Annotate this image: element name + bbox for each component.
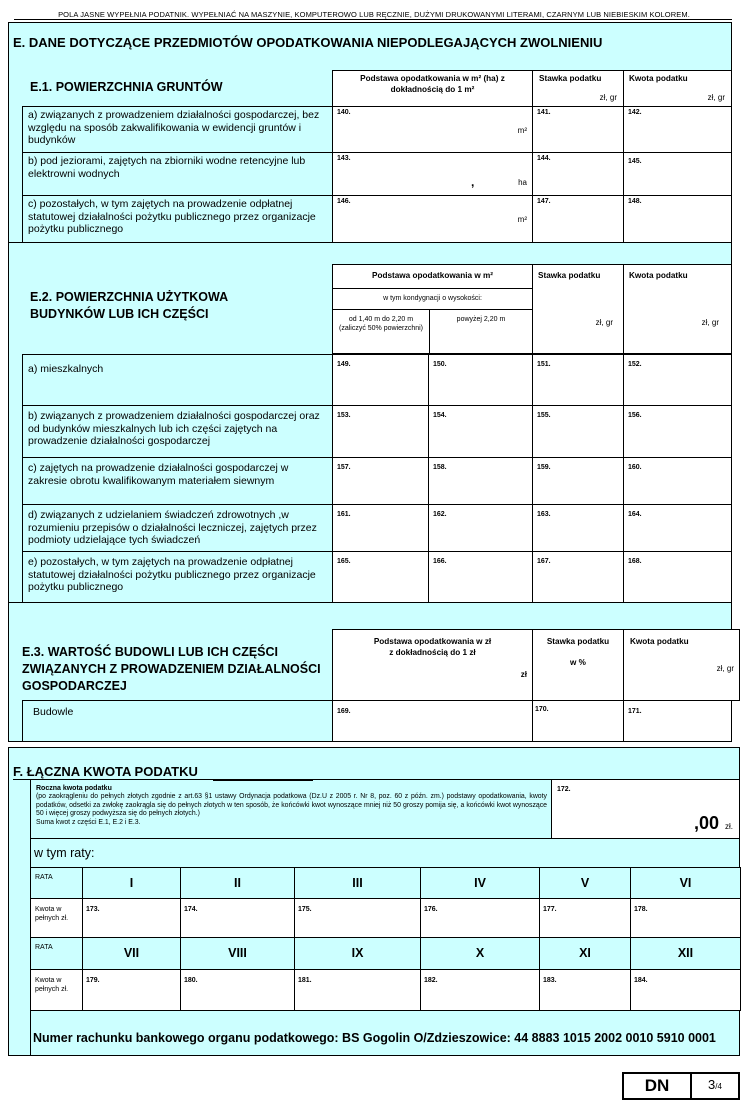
installment-header xyxy=(82,867,181,899)
field-number: 176. xyxy=(424,906,438,913)
field-number: 183. xyxy=(543,977,557,984)
installment-amount-field[interactable] xyxy=(294,969,421,1011)
e2-header-rate xyxy=(532,264,624,354)
e1-divider xyxy=(8,242,732,243)
field-number: 172. xyxy=(557,786,571,793)
installment-header xyxy=(539,867,631,899)
field-number: 164. xyxy=(628,511,642,518)
installment-header xyxy=(180,937,295,970)
field-number: 153. xyxy=(337,412,351,419)
field-161[interactable] xyxy=(332,504,429,552)
field-150[interactable] xyxy=(428,354,533,406)
e2-row xyxy=(22,457,732,505)
e3-rate-unit: w % xyxy=(570,657,586,667)
top-divider xyxy=(14,19,732,20)
kwota-label-cell: Kwota w pełnych zł. xyxy=(30,898,83,938)
section-f-title xyxy=(13,764,213,780)
e3-header-rate xyxy=(532,629,624,701)
field-number: 155. xyxy=(537,412,551,419)
unit-label: m² xyxy=(517,215,527,224)
field-number: 167. xyxy=(537,558,551,565)
e1-row-c xyxy=(22,195,732,243)
section-f-title-text: F. ŁĄCZNA KWOTA PODATKU xyxy=(13,764,198,779)
form-code: DN xyxy=(644,1076,670,1095)
e2-header-rate-text: Stawka podatku xyxy=(538,271,601,280)
e2-tax-unit: zł, gr xyxy=(701,318,719,327)
field-143[interactable] xyxy=(332,152,533,196)
installment-amount-field[interactable] xyxy=(539,898,631,938)
e1-row-label: c) pozostałych, w tym zajętych na prowadzenie odpłatnej statutowej działalności pożytku publicznego przez organizacje pożytku publicznego xyxy=(22,195,333,243)
installment-header xyxy=(630,867,741,899)
e2-header-col-b-text: powyżej 2,20 m xyxy=(456,316,506,323)
e1-header-rate-text: Stawka podatku xyxy=(539,74,602,83)
field-142[interactable] xyxy=(623,106,732,153)
installment-numeral: IX xyxy=(351,946,364,960)
e1-header-base xyxy=(332,70,533,107)
form-code-box xyxy=(622,1072,692,1100)
unit-label: m² xyxy=(517,126,527,135)
field-162[interactable] xyxy=(428,504,533,552)
e2-row-label: b) związanych z prowadzeniem działalności gospodarczej oraz od budynków mieszkalnych lub ich części zajętych na prowadzenie działalności gospodarczej xyxy=(22,405,333,458)
installment-numeral: VI xyxy=(679,876,692,890)
form-instruction: POLA JASNE WYPEŁNIA PODATNIK. WYPEŁNIAĆ NA MASZYNIE, KOMPUTEROWO LUB RĘCZNIE, DUŻYMI DRUKOWANYMI LITERAMI, CZARNYM LUB NIEBIESKIM KOLOREM. xyxy=(58,10,690,19)
field-number: 148. xyxy=(628,198,642,205)
field-155[interactable] xyxy=(532,405,624,458)
field-154[interactable] xyxy=(428,405,533,458)
field-number: 163. xyxy=(537,511,551,518)
field-167[interactable] xyxy=(532,551,624,603)
e3-tax-unit: zł, gr xyxy=(716,664,734,673)
installment-header xyxy=(539,937,631,970)
field-171[interactable] xyxy=(623,700,732,742)
unit-label: ha xyxy=(518,178,527,187)
field-number: 157. xyxy=(337,464,351,471)
field-number: 165. xyxy=(337,558,351,565)
field-144[interactable] xyxy=(532,152,624,196)
e2-header-base-text: Podstawa opodatkowania w m² xyxy=(371,271,493,280)
field-number: 161. xyxy=(337,511,351,518)
field-140[interactable] xyxy=(332,106,533,153)
decimal-separator: , xyxy=(471,175,475,189)
field-149[interactable] xyxy=(332,354,429,406)
kwota-label-cell: Kwota w pełnych zł. xyxy=(30,969,83,1011)
field-152[interactable] xyxy=(623,354,732,406)
e2-header-sub xyxy=(333,288,532,309)
field-170[interactable] xyxy=(532,700,624,742)
bank-account: Numer rachunku bankowego organu podatkowego: BS Gogolin O/Zdzieszowice: 44 8883 1015 2002 0010 5910 0001 xyxy=(33,1031,716,1045)
e1-header-tax xyxy=(623,70,732,107)
annual-tax-sum: Suma kwot z części E.1, E.2 i E.3. xyxy=(36,818,141,826)
annual-tax-title: Roczna kwota podatku xyxy=(36,785,112,792)
field-number: 141. xyxy=(537,109,551,116)
installment-header xyxy=(294,937,421,970)
field-141[interactable] xyxy=(532,106,624,153)
field-number: 160. xyxy=(628,464,642,471)
installments-label: w tym raty: xyxy=(34,846,95,860)
installment-header xyxy=(82,937,181,970)
e3-header-base-text: Podstawa opodatkowania w zł z dokładnością do 1 zł xyxy=(373,637,492,657)
field-151[interactable] xyxy=(532,354,624,406)
page-number: 3 xyxy=(708,1077,716,1092)
field-number: 184. xyxy=(634,977,648,984)
page-total: /4 xyxy=(715,1082,722,1091)
field-172[interactable] xyxy=(551,779,740,839)
field-168[interactable] xyxy=(623,551,732,603)
e2-header-col-b xyxy=(430,309,532,353)
e1-row-a xyxy=(22,106,732,153)
installment-header xyxy=(294,867,421,899)
e1-rate-unit: zł, gr xyxy=(599,93,617,102)
e3-header-base xyxy=(332,629,533,701)
field-146[interactable] xyxy=(332,195,533,243)
e2-header-tax xyxy=(623,264,732,354)
field-number: 154. xyxy=(433,412,447,419)
e1-row-b xyxy=(22,152,732,196)
installment-amount-field[interactable] xyxy=(294,898,421,938)
e1-row-label: b) pod jeziorami, zajętych na zbiorniki wodne retencyjne lub elektrowni wodnych xyxy=(22,152,333,196)
e2-header-sub-text: w tym kondygnacji o wysokości: xyxy=(383,295,482,302)
section-e-title: E. DANE DOTYCZĄCE PRZEDMIOTÓW OPODATKOWANIA NIEPODLEGAJĄCYCH ZWOLNIENIU xyxy=(13,35,603,50)
field-number: 146. xyxy=(337,198,351,205)
installment-numeral: II xyxy=(234,876,241,890)
e3-header-tax xyxy=(623,629,740,701)
e2-title-text: E.2. POWIERZCHNIA UŻYTKOWA BUDYNKÓW LUB ICH CZĘŚCI xyxy=(30,290,228,321)
e2-row-label: e) pozostałych, w tym zajętych na prowadzenie odpłatnej statutowej działalności pożytku publicznego przez organizacje pożytku publicznego xyxy=(22,551,333,603)
field-158[interactable] xyxy=(428,457,533,505)
installment-numeral: XII xyxy=(677,946,694,960)
field-number: 140. xyxy=(337,109,351,116)
e2-row xyxy=(22,354,732,406)
installment-header xyxy=(180,867,295,899)
e1-header-rate xyxy=(532,70,624,107)
field-156[interactable] xyxy=(623,405,732,458)
field-163[interactable] xyxy=(532,504,624,552)
field-147[interactable] xyxy=(532,195,624,243)
installment-amount-field[interactable] xyxy=(539,969,631,1011)
field-number: 171. xyxy=(628,708,642,715)
e1-header-base-text: Podstawa opodatkowania w m² (ha) z dokładnością do 1 m² xyxy=(360,74,505,94)
installment-numeral: XI xyxy=(579,946,591,960)
annual-tax-desc: (po zaokrągleniu do pełnych złotych zgodnie z art.63 §1 ustawy Ordynacja podatkowa (Dz.U z 2005 r. Nr 8, poz. 60 z późn. zm.) podstawy opodatkowania, kwoty podatków, odsetki za zwłokę zaokrągla się do pełnych złotych w ten sposób, że końcówki kwot wynoszące mniej niż 50 groszy pomija się, a końcówki kwot wynoszące 50 i więcej groszy podwyższa się do pełnych złotych.) xyxy=(36,793,547,818)
installment-numeral: V xyxy=(580,876,590,890)
rata-label-cell: RATA xyxy=(30,867,83,899)
field-number: 170. xyxy=(535,706,549,713)
e1-title: E.1. POWIERZCHNIA GRUNTÓW xyxy=(30,80,223,94)
e2-header-col-a-text: od 1,40 m do 2,20 m (zaliczyć 50% powierzchni) xyxy=(338,316,424,332)
field-number: 156. xyxy=(628,412,642,419)
field-number: 181. xyxy=(298,977,312,984)
field-164[interactable] xyxy=(623,504,732,552)
installment-numeral: IV xyxy=(474,876,486,890)
e2-rate-unit: zł, gr xyxy=(595,318,613,327)
field-number: 158. xyxy=(433,464,447,471)
field-153[interactable] xyxy=(332,405,429,458)
field-number: 145. xyxy=(628,158,642,165)
annual-tax-description xyxy=(30,779,552,839)
field-number: 142. xyxy=(628,109,642,116)
e2-row-label: c) zajętych na prowadzenie działalności gospodarczej w zakresie obrotu kwalifikowanym materiałem siewnym xyxy=(22,457,333,505)
installment-header xyxy=(630,937,741,970)
e2-header-col-a xyxy=(333,309,430,353)
e3-row-label: Budowle xyxy=(22,700,333,742)
e1-row-label: a) związanych z prowadzeniem działalności gospodarczej, bez względu na sposób zakwalifikowania w ewidencji gruntów i budynków xyxy=(22,106,333,153)
field-number: 147. xyxy=(537,198,551,205)
installment-numeral: I xyxy=(129,876,134,890)
currency-zl: zł. xyxy=(725,822,733,831)
e3-base-unit: zł xyxy=(520,670,527,679)
installment-amount-field[interactable] xyxy=(82,898,181,938)
e2-row-label: a) mieszkalnych xyxy=(22,354,333,406)
installment-numeral: VII xyxy=(123,946,140,960)
field-169[interactable] xyxy=(332,700,533,742)
field-number: 175. xyxy=(298,906,312,913)
field-number: 174. xyxy=(184,906,198,913)
field-number: 180. xyxy=(184,977,198,984)
field-number: 166. xyxy=(433,558,447,565)
e2-row xyxy=(22,405,732,458)
e3-title: E.3. WARTOŚĆ BUDOWLI LUB ICH CZĘŚCI ZWIĄZANYCH Z PROWADZENIEM DZIAŁALNOŚCI GOSPODARCZEJ xyxy=(22,645,321,693)
field-number: 177. xyxy=(543,906,557,913)
field-number: 178. xyxy=(634,906,648,913)
e3-header-tax-text: Kwota podatku xyxy=(630,637,689,646)
e2-header-base xyxy=(332,264,533,354)
field-number: 169. xyxy=(337,708,351,715)
e2-row xyxy=(22,504,732,552)
field-145[interactable] xyxy=(623,152,732,196)
field-number: 152. xyxy=(628,361,642,368)
e3-header-rate-text: Stawka podatku xyxy=(546,637,610,646)
installment-amount-field[interactable] xyxy=(82,969,181,1011)
installment-amount-field[interactable] xyxy=(420,898,540,938)
field-number: 150. xyxy=(433,361,447,368)
field-166[interactable] xyxy=(428,551,533,603)
field-165[interactable] xyxy=(332,551,429,603)
field-number: 151. xyxy=(537,361,551,368)
field-159[interactable] xyxy=(532,457,624,505)
e1-header-tax-text: Kwota podatku xyxy=(629,74,688,83)
installment-amount-field[interactable] xyxy=(420,969,540,1011)
field-number: 173. xyxy=(86,906,100,913)
e2-row-label: d) związanych z udzielaniem świadczeń zdrowotnych ,w rozumieniu przepisów o działalności leczniczej, zajętych przez podmioty udzielające tych świadczeń xyxy=(22,504,333,552)
field-number: 182. xyxy=(424,977,438,984)
installment-header xyxy=(420,867,540,899)
rata-label-cell: RATA xyxy=(30,937,83,970)
field-number: 159. xyxy=(537,464,551,471)
installment-numeral: VIII xyxy=(228,946,247,960)
e2-title xyxy=(30,289,320,323)
installment-amount-field[interactable] xyxy=(180,969,295,1011)
field-number: 143. xyxy=(337,155,351,162)
installment-numeral: III xyxy=(352,876,363,890)
e2-row xyxy=(22,551,732,603)
installment-amount-field[interactable] xyxy=(180,898,295,938)
page-number-box xyxy=(690,1072,740,1100)
installment-amount-field[interactable] xyxy=(630,969,741,1011)
installment-numeral: X xyxy=(475,946,485,960)
field-number: 149. xyxy=(337,361,351,368)
e2-header-tax-text: Kwota podatku xyxy=(629,271,688,280)
field-number: 168. xyxy=(628,558,642,565)
field-148[interactable] xyxy=(623,195,732,243)
field-157[interactable] xyxy=(332,457,429,505)
installment-amount-field[interactable] xyxy=(630,898,741,938)
e1-tax-unit: zł, gr xyxy=(707,93,725,102)
field-160[interactable] xyxy=(623,457,732,505)
e2-divider xyxy=(8,602,732,603)
zero-grosze: ,00 xyxy=(693,813,719,833)
field-number: 179. xyxy=(86,977,100,984)
installment-header xyxy=(420,937,540,970)
field-number: 162. xyxy=(433,511,447,518)
field-number: 144. xyxy=(537,155,551,162)
